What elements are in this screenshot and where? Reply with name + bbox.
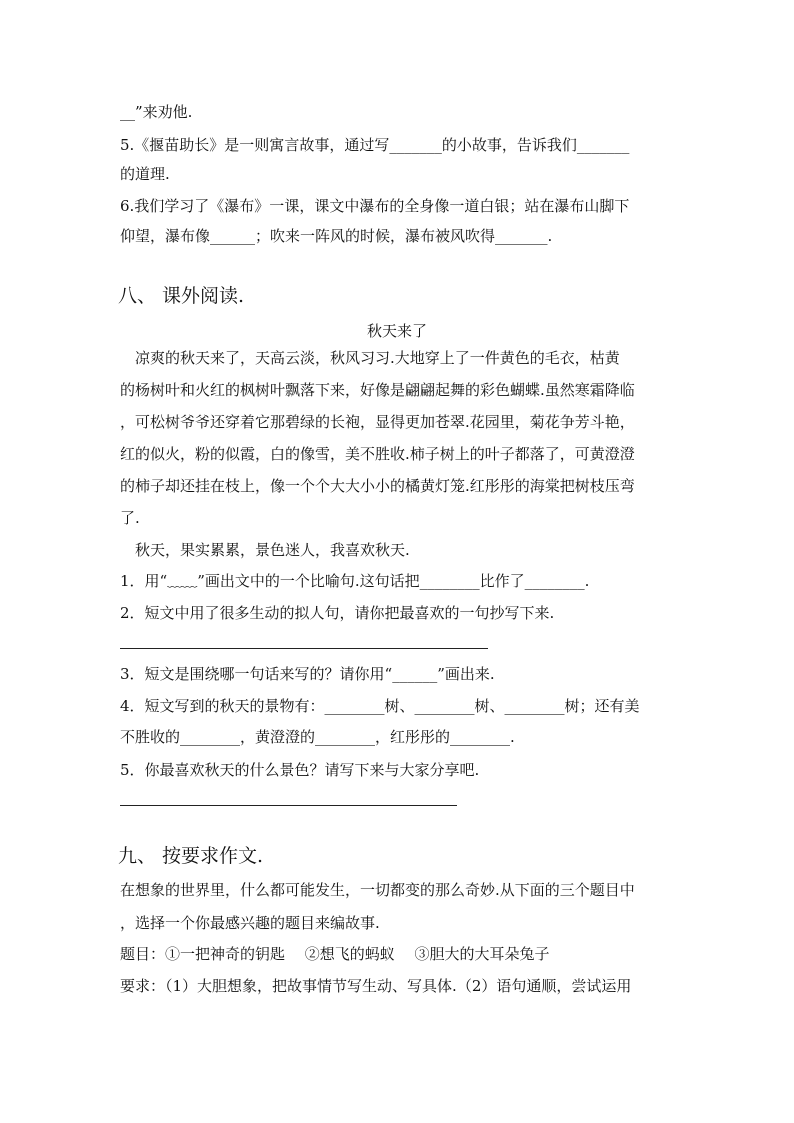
passage-line: 的杨树叶和火红的枫树叶飘落下来，好像是翩翩起舞的彩色蝴蝶.虽然寒霜降临 xyxy=(120,381,635,399)
answer-line xyxy=(120,805,457,806)
section-9-heading: 九、 按要求作文. xyxy=(118,845,264,867)
text-line: 在想象的世界里，什么都可能发生，一切都变的那么奇妙.从下面的三个题目中 xyxy=(120,881,635,899)
text-line: 不胜收的________，黄澄澄的________，红彤彤的________. xyxy=(120,728,515,746)
text-line: __”来劝他. xyxy=(120,103,193,121)
question-6: 6.我们学习了《瀑布》一课，课文中瀑布的全身像一道白银；站在瀑布山脚下 xyxy=(120,197,630,215)
passage-line: 了. xyxy=(120,509,140,527)
topic-options: 题目：①一把神奇的钥匙 ②想飞的蚂蚁 ③胆大的大耳朵兔子 xyxy=(120,945,550,963)
text-line: ，选择一个你最感兴趣的题目来编故事. xyxy=(120,914,380,932)
text-line: 仰望，瀑布像______；吹来一阵风的时候，瀑布被风吹得_______. xyxy=(120,227,553,245)
question-5: 5.《揠苗助长》是一则寓言故事，通过写_______的小故事，告诉我们_______ xyxy=(120,136,630,154)
passage-line: 凉爽的秋天来了，天高云淡，秋风习习.大地穿上了一件黄色的毛衣，枯黄 xyxy=(120,349,620,367)
question-2: 2．短文中用了很多生动的拟人句，请你把最喜欢的一句抄写下来. xyxy=(120,604,555,622)
question-3: 3．短文是围绕哪一句话来写的？请你用“______”画出来. xyxy=(120,665,495,683)
answer-line xyxy=(120,648,488,649)
requirements: 要求：（1）大胆想象，把故事情节写生动、写具体.（2）语句通顺，尝试运用 xyxy=(120,977,632,995)
question-5: 5．你最喜欢秋天的什么景色？请写下来与大家分享吧. xyxy=(120,761,480,779)
passage-line: 秋天，果实累累，景色迷人，我喜欢秋天. xyxy=(120,541,410,559)
text-line: 的道理. xyxy=(120,165,170,183)
passage-line: ，可松树爷爷还穿着它那碧绿的长袍，显得更加苍翠.花园里，菊花争芳斗艳， xyxy=(120,413,635,431)
passage-title: 秋天来了 xyxy=(366,322,427,340)
question-1: 1．用“﹏﹏”画出文中的一个比喻句.这句话把________比作了________. xyxy=(120,572,590,590)
section-8-heading: 八、 课外阅读. xyxy=(118,285,245,307)
question-4: 4．短文写到的秋天的景物有：________树、________树、________树；还有美 xyxy=(120,697,640,715)
passage-line: 的柿子却还挂在枝上，像一个个大大小小的橘黄灯笼.红彤彤的海棠把树枝压弯 xyxy=(120,477,635,495)
passage-line: 红的似火，粉的似霞，白的像雪，美不胜收.柿子树上的叶子都落了，可黄澄澄 xyxy=(120,445,635,463)
